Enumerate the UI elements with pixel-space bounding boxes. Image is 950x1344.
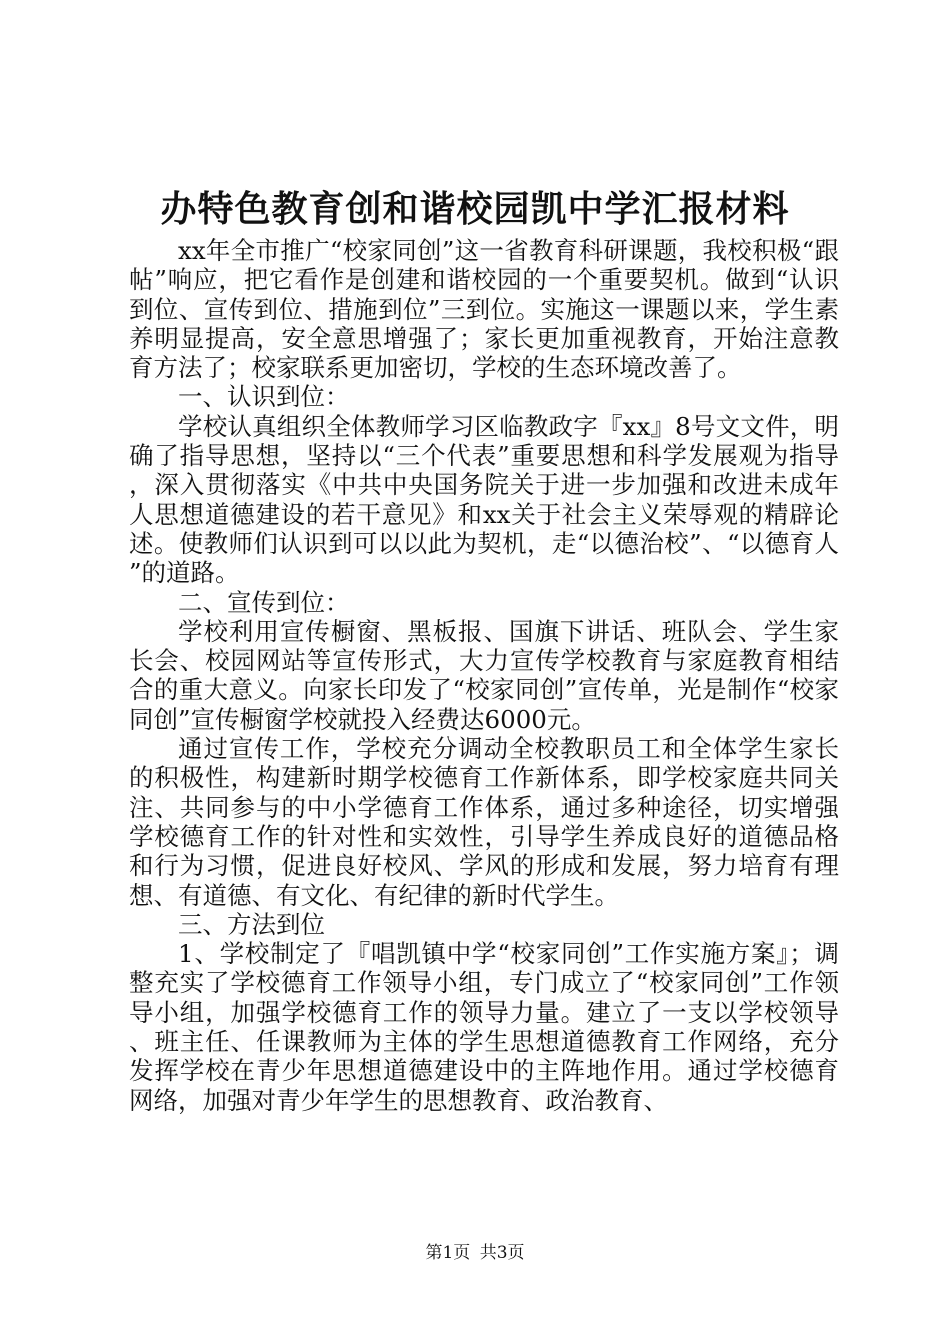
section-heading-awareness: 一、认识到位：	[178, 382, 350, 412]
section-heading-methods: 三、方法到位	[178, 909, 325, 939]
publicity-effect-paragraph: 通过宣传工作，学校充分调动全校教职员工和全体学生家长的积极性，构建新时期学校德育工作新体系，即学校家庭共同关注、共同参与的中小学德育工作体系，通过多种途径，切实增强学校德育工作的针对性和实效性，引导学生养成良好的道德品格和行为习惯，促进良好校风、学风的形成和发展，努力培育有理想、有道德、有文化、有纪律的新时代学生。	[129, 734, 839, 910]
publicity-paragraph: 学校利用宣传橱窗、黑板报、国旗下讲话、班队会、学生家长会、校园网站等宣传形式，大力宣传学校教育与家庭教育相结合的重大意义。向家长印发了“校家同创”宣传单，光是制作“校家同创”宣传橱窗学校就投入经费达6000元。	[129, 616, 839, 734]
methods-paragraph: 1、学校制定了『唱凯镇中学“校家同创”工作实施方案』；调整充实了学校德育工作领导小组，专门成立了“校家同创”工作领导小组，加强学校德育工作的领导力量。建立了一支以学校领导、班主任、任课教师为主体的学生思想道德教育工作网络，充分发挥学校在青少年思想道德建设中的主阵地作用。通过学校德育网络，加强对青少年学生的思想教育、政治教育、	[129, 939, 839, 1115]
section-heading-publicity: 二、宣传到位：	[178, 587, 350, 617]
intro-paragraph: xx年全市推广“校家同创”这一省教育科研课题，我校积极“跟帖”响应，把它看作是创建和谐校园的一个重要契机。做到“认识到位、宣传到位、措施到位”三到位。实施这一课题以来，学生素养明显提高，安全意思增强了；家长更加重视教育，开始注意教育方法了；校家联系更加密切，学校的生态环境改善了。	[129, 236, 839, 383]
awareness-paragraph: 学校认真组织全体教师学习区临教政字『xx』8号文文件，明确了指导思想，坚持以“三个代表”重要思想和科学发展观为指导，深入贯彻落实《中共中央国务院关于进一步加强和改进未成年人思想道德建设的若干意见》和xx关于社会主义荣辱观的精辟论述。使教师们认识到可以以此为契机，走“以德治校”、“以德育人”的道路。	[129, 411, 839, 588]
page-number-footer: 第1页 共3页	[425, 1243, 525, 1263]
document-body	[129, 236, 839, 1115]
document-title: 办特色教育创和谐校园凯中学汇报材料	[160, 189, 790, 230]
